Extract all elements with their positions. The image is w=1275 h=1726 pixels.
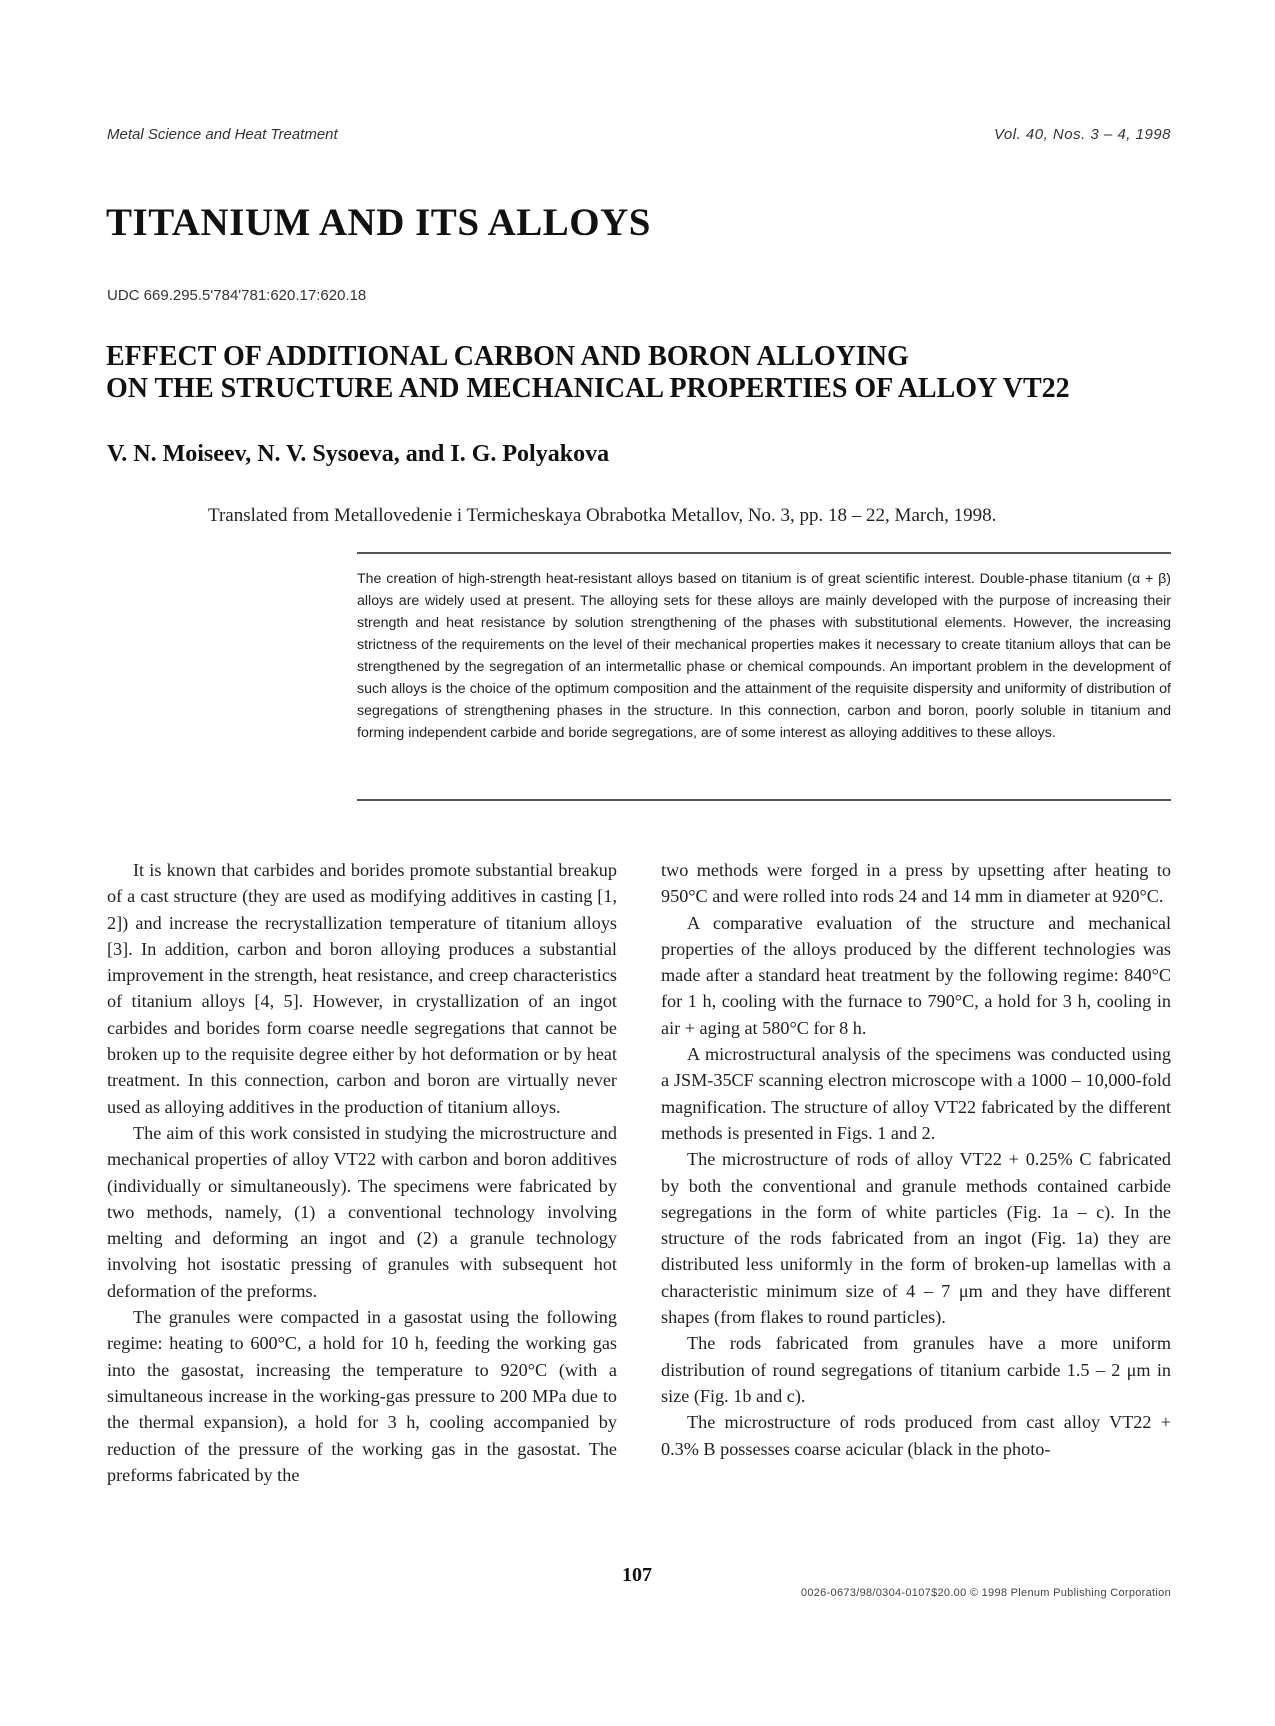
paragraph: The granules were compacted in a gasostat using the following regime: heating to 600°C, a hold for 10 h, feeding the working gas into the gasostat, increasing the temperature to 920°C (with a simultaneous increase in the working-gas pressure to 200 MPa due to the thermal expansion), a hold for 3 h, cooling accompanied by reduction of the pressure of the working gas in the gasostat. The preforms fabricated by the	[107, 1307, 617, 1485]
paragraph: The aim of this work consisted in studying the microstructure and mechanical properties of alloy VT22 with carbon and boron additives (individually or simultaneously). The specimens were fabricated by two methods, namely, (1) a conventional technology involving melting and deforming an ingot and (2) a granule technology involving hot isostatic pressing of granules with subsequent hot deformation of the preforms.	[107, 1122, 617, 1301]
copyright-line: 0026-0673/98/0304-0107$20.00 © 1998 Plenum Publishing Corporation	[800, 1587, 1171, 1599]
section-title: TITANIUM AND ITS ALLOYS	[106, 201, 651, 244]
paragraph: The rods fabricated from granules have a more uniform distribution of round segregations of titanium carbide 1.5 – 2 μm in size (Fig. 1b and c).	[661, 1333, 1171, 1406]
authors: V. N. Moiseev, N. V. Sysoeva, and I. G. Polyakova	[107, 441, 610, 467]
body-column-right	[661, 857, 1171, 1462]
article-title	[106, 341, 1186, 405]
paragraph: A microstructural analysis of the specimens was conducted using a JSM-35CF scanning electron microscope with a 1000 – 10,000-fold magnification. The structure of alloy VT22 fabricated by the different methods is presented in Figs. 1 and 2.	[661, 1044, 1171, 1143]
translation-note: Translated from Metallovedenie i Termicheskaya Obrabotka Metallov, No. 3, pp. 18 – 22, March, 1998.	[208, 505, 997, 526]
volume-info: Vol. 40, Nos. 3 – 4, 1998	[993, 126, 1171, 143]
paragraph: A comparative evaluation of the structure and mechanical properties of the alloys produced by the different technologies was made after a standard heat treatment by the following regime: 840°C for 1 h, cooling with the furnace to 790°C, a hold for 3 h, cooling in air + aging at 580°C for 8 h.	[661, 912, 1171, 1038]
body-column-left	[107, 857, 617, 1488]
journal-name: Metal Science and Heat Treatment	[107, 126, 338, 143]
article-title-line-2: ON THE STRUCTURE AND MECHANICAL PROPERTIES OF ALLOY VT22	[106, 373, 1070, 404]
paragraph: It is known that carbides and borides promote substantial breakup of a cast structure (they are used as modifying additives in casting [1, 2]) and increase the recrystallization temperature of titanium alloys [3]. In addition, carbon and boron alloying produces a substantial improvement in the strength, heat resistance, and creep characteristics of titanium alloys [4, 5]. However, in crystallization of an ingot carbides and borides form coarse needle segregations that cannot be broken up to the requisite degree either by hot deformation or by heat treatment. In this connection, carbon and boron are virtually never used as alloying additives in the production of titanium alloys.	[107, 860, 617, 1117]
abstract-top-rule	[357, 552, 1171, 554]
udc-code: UDC 669.295.5'784'781:620.17:620.18	[107, 287, 367, 304]
paragraph: The microstructure of rods of alloy VT22 + 0.25% C fabricated by both the conventional and granule methods contained carbide segregations in the form of white particles (Fig. 1a – c). In the structure of the rods fabricated from an ingot (Fig. 1a) they are distributed less uniformly in the form of broken-up lamellas with a characteristic minimum size of 4 – 7 μm and they have different shapes (from flakes to round particles).	[661, 1149, 1171, 1328]
page-number: 107	[622, 1564, 652, 1586]
abstract: The creation of high-strength heat-resistant alloys based on titanium is of great scientific interest. Double-phase titanium (α + β) alloys are widely used at present. The alloying sets for these alloys are mainly developed with the purpose of increasing their strength and heat resistance by solution strengthening of the phases with substitutional elements. However, the increasing strictness of the requirements on the level of their mechanical properties makes it necessary to create titanium alloys that can be strengthened by the segregation of an intermetallic phase or chemical compounds. An important problem in the development of such alloys is the choice of the optimum composition and the attainment of the requisite dispersity and uniformity of distribution of segregations of strengthening phases in the structure. In this connection, carbon and boron, poorly soluble in titanium and forming independent carbide and boride segregations, are of some interest as alloying additives to these alloys.	[357, 571, 1171, 741]
paragraph: The microstructure of rods produced from cast alloy VT22 + 0.3% B possesses coarse acicular (black in the photo-	[661, 1412, 1171, 1459]
abstract-bottom-rule	[357, 799, 1171, 801]
paragraph-continued: two methods were forged in a press by upsetting after heating to 950°C and were rolled into rods 24 and 14 mm in diameter at 920°C.	[661, 860, 1171, 907]
article-title-line-1: EFFECT OF ADDITIONAL CARBON AND BORON ALLOYING	[106, 341, 909, 372]
